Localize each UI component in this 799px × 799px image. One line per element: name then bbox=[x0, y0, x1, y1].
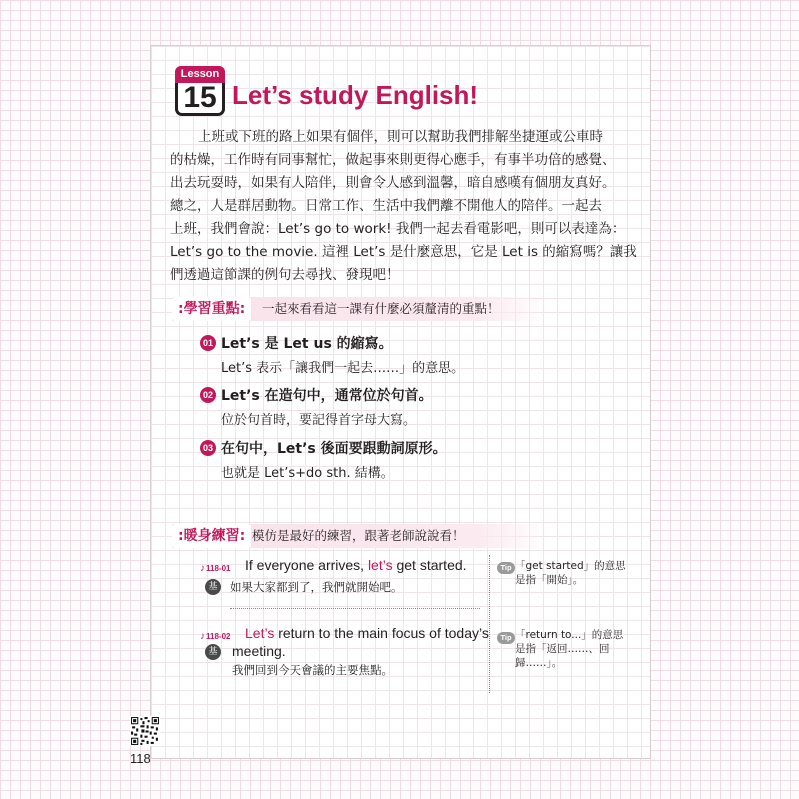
music-note-icon: ♪ bbox=[200, 563, 205, 574]
example-translation: 如果大家都到了，我們就開始吧。 bbox=[230, 580, 403, 594]
audio-track-id[interactable]: ♪118-02 bbox=[200, 631, 231, 642]
point-detail: Let’s 表示「讓我們一起去……」的意思。 bbox=[221, 361, 465, 376]
music-note-icon: ♪ bbox=[200, 631, 205, 642]
intro-paragraph bbox=[170, 126, 637, 287]
tip-column-divider bbox=[489, 555, 490, 693]
intro-line: 出去玩耍時，如果有人陪伴，則會令人感到溫馨，暗自感嘆有個朋友真好。 bbox=[170, 175, 616, 191]
qr-code-icon[interactable] bbox=[130, 716, 160, 746]
intro-line: 們透過這節課的例句去尋找、發現吧！ bbox=[170, 267, 400, 283]
tip-badge: Tip bbox=[497, 562, 515, 574]
lesson-badge bbox=[175, 66, 225, 116]
intro-line: 的枯燥，工作時有同事幫忙，做起事來則更得心應手，有事半功倍的感覺、 bbox=[170, 152, 616, 168]
example-translation: 我們回到今天會議的主要焦點。 bbox=[232, 663, 393, 677]
key-points-bar bbox=[172, 297, 550, 321]
audio-track-id[interactable]: ♪118-01 bbox=[200, 563, 231, 574]
intro-line: 總之，人是群居動物。日常工作、生活中我們離不開他人的陪伴。一起去 bbox=[170, 198, 602, 214]
warmup-bar bbox=[172, 524, 550, 548]
level-badge: 基 bbox=[205, 579, 221, 595]
intro-line: 上班，我們會說：Let’s go to work! 我們一起去看電影吧，則可以表達為： bbox=[170, 221, 626, 237]
point-number-02: 02 bbox=[200, 387, 216, 403]
point-heading: 在句中，Let’s 後面要跟動詞原形。 bbox=[221, 441, 447, 457]
lesson-number: 15 bbox=[183, 81, 217, 114]
page-number: 118 bbox=[130, 751, 151, 766]
tip-text: 「get started」的意思 是指「開始」。 bbox=[515, 560, 626, 586]
point-detail: 位於句首時，要記得首字母大寫。 bbox=[221, 413, 417, 428]
example-divider bbox=[230, 608, 480, 609]
tip-badge: Tip bbox=[497, 632, 515, 644]
point-heading: Let’s 在造句中，通常位於句首。 bbox=[221, 388, 433, 404]
warmup-tag: :暖身練習: bbox=[172, 524, 251, 548]
intro-line: 上班或下班的路上如果有個伴，則可以幫助我們排解坐捷運或公車時 bbox=[198, 129, 603, 145]
example-sentence: If everyone arrives, let’s get started. bbox=[245, 557, 467, 573]
point-heading: Let’s 是 Let us 的縮寫。 bbox=[221, 336, 393, 352]
warmup-description: 模仿是最好的練習，跟著老師說說看！ bbox=[252, 528, 465, 543]
point-detail: 也就是 Let’s+do sth. 結構。 bbox=[221, 466, 394, 481]
lesson-label: Lesson bbox=[175, 66, 225, 83]
key-points-tag: :學習重點: bbox=[172, 297, 251, 321]
level-badge: 基 bbox=[205, 644, 221, 660]
lesson-title: Let’s study English! bbox=[232, 80, 479, 110]
tip-text: 「return to...」的意思 是指「返回……、回 歸……」。 bbox=[515, 629, 624, 669]
key-points-description: 一起來看看這一課有什麼必須釐清的重點！ bbox=[262, 301, 500, 316]
example-sentence-continued: meeting. bbox=[232, 643, 286, 659]
point-number-03: 03 bbox=[200, 440, 216, 456]
point-number-01: 01 bbox=[200, 335, 216, 351]
example-sentence: Let’s return to the main focus of today’s bbox=[245, 625, 489, 641]
intro-line: Let’s go to the movie. 這裡 Let’s 是什麼意思，它是 Let is 的縮寫嗎？讓我 bbox=[170, 244, 637, 260]
